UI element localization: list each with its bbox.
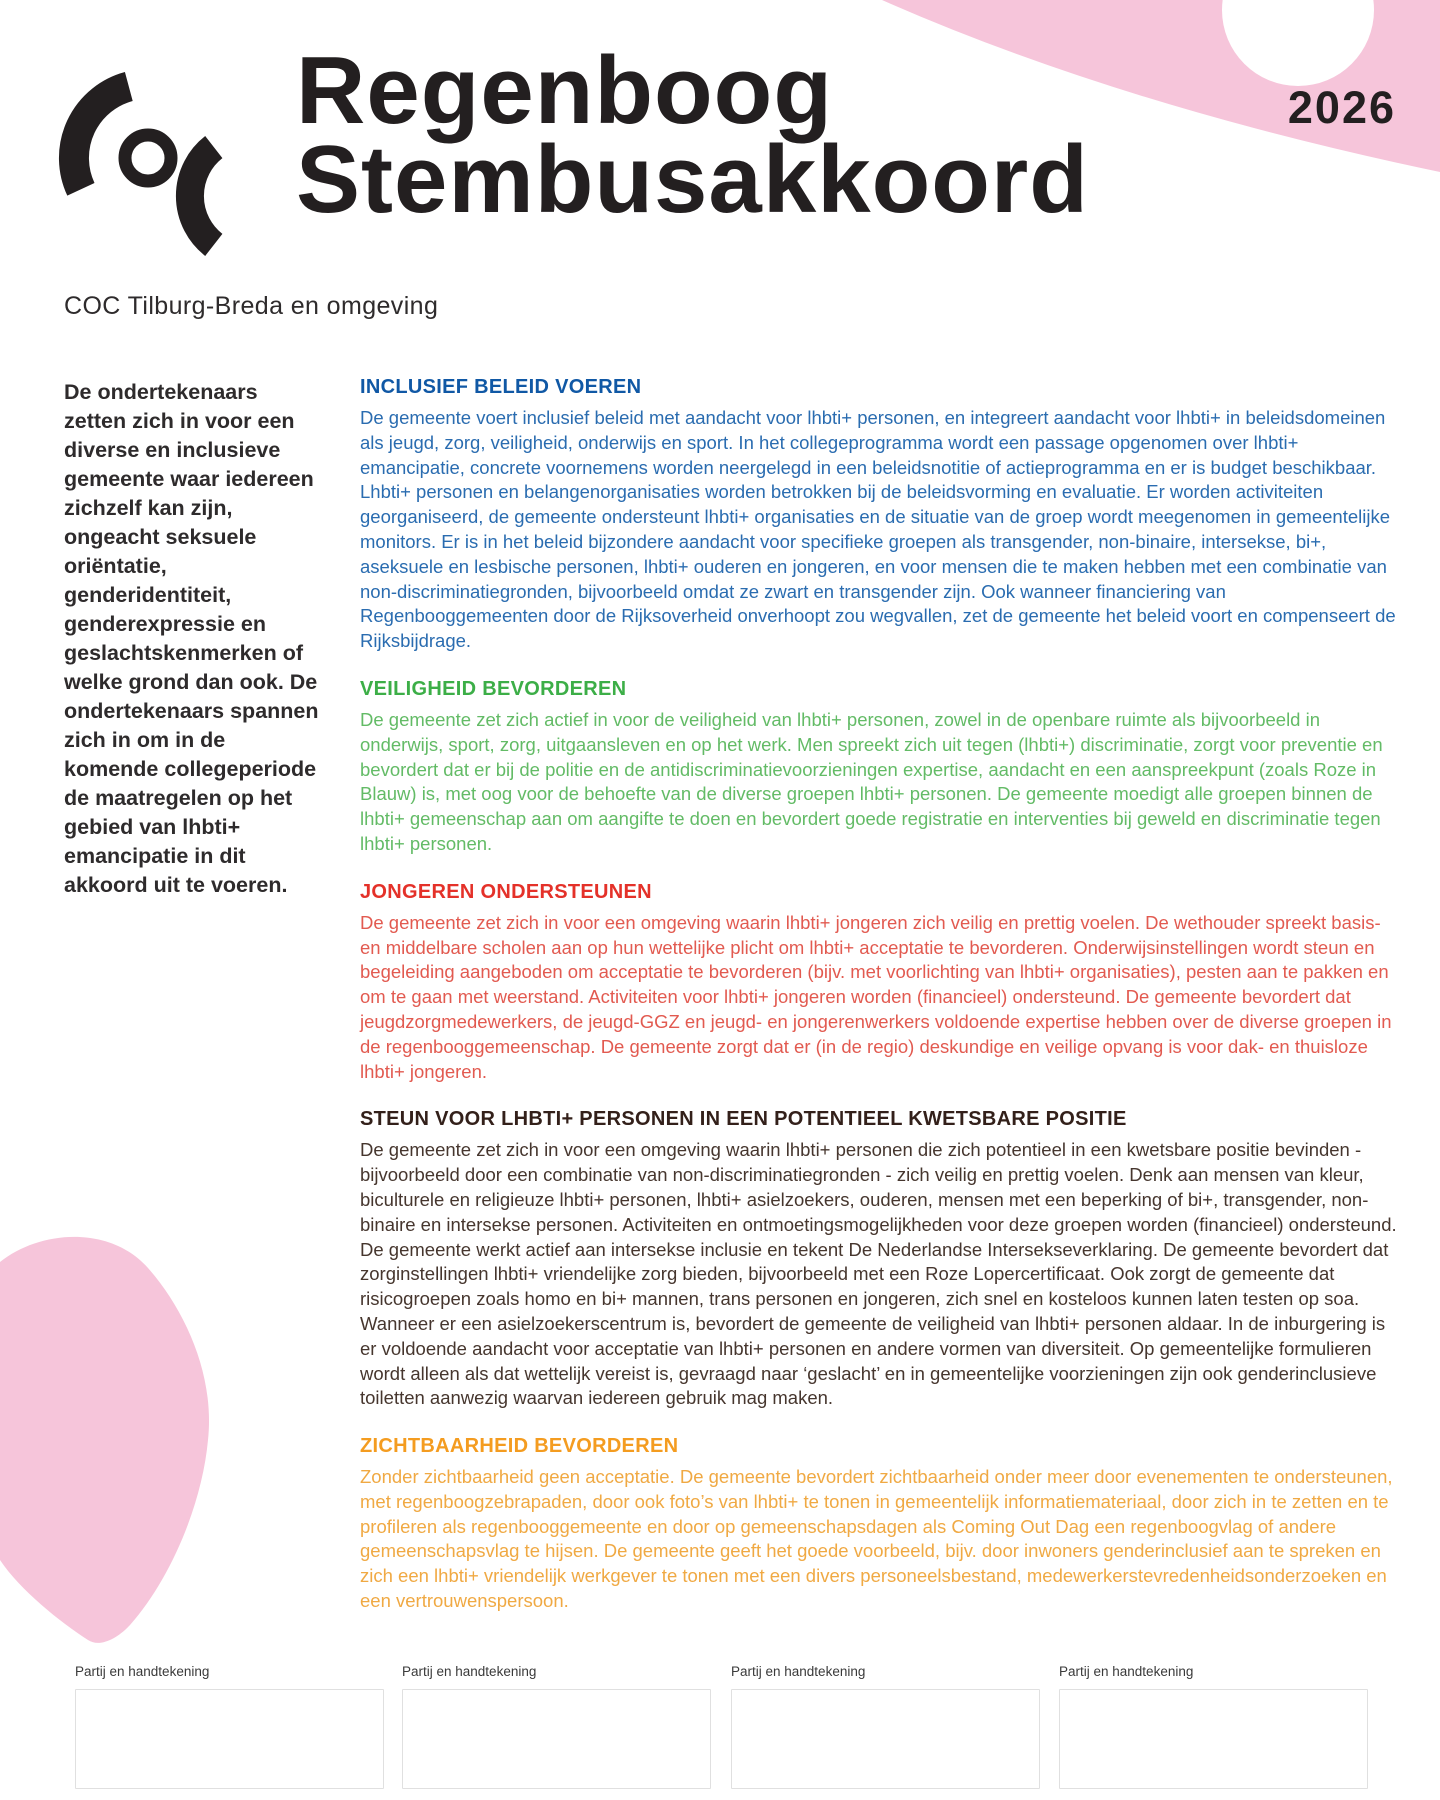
- signature-label: Partij en handtekening: [731, 1664, 866, 1679]
- signature-box: [402, 1689, 711, 1789]
- signature-block: [731, 1664, 1040, 1789]
- title-line-2: Stembusakkoord: [296, 126, 1089, 234]
- section-jongeren: [360, 881, 1398, 1085]
- signature-block: [1059, 1664, 1368, 1789]
- signature-block: [402, 1664, 711, 1789]
- signature-box: [75, 1689, 384, 1789]
- signature-box: [1059, 1689, 1368, 1789]
- section-heading: VEILIGHEID BEVORDEREN: [360, 677, 627, 700]
- page-title: [296, 37, 1089, 234]
- section-heading: JONGEREN ONDERSTEUNEN: [360, 880, 652, 903]
- title-line-1: Regenboog: [296, 37, 833, 144]
- section-heading: STEUN VOOR LHBTI+ PERSONEN IN EEN POTENTIEEL KWETSBARE POSITIE: [360, 1108, 1127, 1131]
- section-zichtbaarheid: [360, 1435, 1398, 1614]
- section-kwetsbare-positie: [360, 1108, 1398, 1411]
- section-body: De gemeente zet zich in voor een omgeving waarin lhbti+ jongeren zich veilig en prettig voelen. De wethouder spreekt basis- en middelbare scholen aan op hun wettelijke plicht om lhbti+ acceptatie te bevorderen. Onderwijsinstellingen wordt steun en begeleiding aangeboden om acceptatie te bevorderen (bijv. met voorlichting van lhbti+ organisaties), pesten aan te pakken en om te gaan met weerstand. Activiteiten voor lhbti+ jongeren worden (financieel) ondersteund. De gemeente bevordert dat jeugdzorgmedewerkers, de jeugd-GGZ en jeugd- en jongerenwerkers voldoende expertise hebben over de diverse groepen in de regenbooggemeenschap. De gemeente zorgt dat er (in de regio) deskundige en veilige opvang is voor dak- en thuisloze lhbti+ jongeren.: [360, 911, 1392, 1082]
- intro-text: De ondertekenaars zetten zich in voor een diverse en inclusieve gemeente waar iedereen zichzelf kan zijn, ongeacht seksuele oriëntatie, genderidentiteit, genderexpressie en geslachtskenmerken of welke grond dan ook. De ondertekenaars spannen zich in om in de komende collegeperiode de maatregelen op het gebied van lhbti+ emancipatie in dit akkoord uit te voeren.: [64, 380, 319, 898]
- section-inclusief-beleid: [360, 376, 1398, 654]
- signature-label: Partij en handtekening: [402, 1664, 537, 1679]
- section-veiligheid: [360, 678, 1398, 857]
- year-badge: 2026: [1287, 82, 1396, 133]
- signature-label: Partij en handtekening: [75, 1664, 210, 1679]
- bottom-left-pink-blob: [0, 1222, 230, 1662]
- signature-block: [75, 1664, 384, 1789]
- section-body: Zonder zichtbaarheid geen acceptatie. De gemeente bevordert zichtbaarheid onder meer door evenementen te ondersteunen, met regenboogzebrapaden, door ook foto’s van lhbti+ te tonen in gemeentelijk informatiemateriaal, door zich in te zetten en te profileren als regenbooggemeente en door op gemeenschapsdagen als Coming Out Dag een regenboogvlag of andere gemeenschapsvlag te hijsen. De gemeente geeft het goede voorbeeld, bijv. door inwoners genderinclusief aan te spreken en zich een lhbti+ vriendelijk werkgever te tonen met een divers personeelsbestand, medewerkerstevredenheidsonderzoeken en een vertrouwenspersoon.: [360, 1466, 1393, 1612]
- main-content: [360, 376, 1398, 1638]
- section-body: De gemeente zet zich in voor een omgeving waarin lhbti+ personen die zich potentieel in een kwetsbare positie bevinden - bijvoorbeeld door een combinatie van non-discriminatiegronden - zich veilig en prettig voelen. Denk aan mensen van kleur, biculturele en religieuze lhbti+ personen, lhbti+ asielzoekers, ouderen, mensen met een beperking of bi+, transgender, non-binaire en intersekse personen. Activiteiten en ontmoetingsmogelijkheden voor deze groepen worden (financieel) ondersteund. De gemeente werkt actief aan intersekse inclusie en tekent De Nederlandse Intersekseverklaring. De gemeente bevordert dat zorginstellingen lhbti+ vriendelijke zorg bieden, bijvoorbeeld met een Roze Lopercertificaat. Ook zorgt de gemeente dat risicogroepen zoals homo en bi+ mannen, trans personen en jongeren, zich snel en kosteloos kunnen laten testen op soa. Wanneer er een asielzoekerscentrum is, bevordert de gemeente de veiligheid van lhbti+ personen aldaar. In de inburgering is er voldoende aandacht voor acceptatie van lhbti+ personen en andere vormen van diversiteit. Op gemeentelijke formulieren wordt alleen als dat wettelijk vereist is, gevraagd naar ‘geslacht’ en in gemeentelijke voorzieningen zijn ook genderinclusieve toiletten aanwezig waarvan iedereen gebruik mag maken.: [360, 1139, 1397, 1409]
- coc-logo-icon: [57, 60, 297, 270]
- section-body: De gemeente zet zich actief in voor de veiligheid van lhbti+ personen, zowel in de openbare ruimte als bijvoorbeeld in onderwijs, sport, zorg, uitgaansleven en op het werk. Men spreekt zich uit tegen (lhbti+) discriminatie, zorgt voor preventie en bevordert dat er bij de politie en de antidiscriminatievoorzieningen expertise, aandacht en een aanspreekpunt (zoals Roze in Blauw) is, met oog voor de behoefte van de diverse groepen lhbti+ personen. De gemeente moedigt alle groepen binnen de lhbti+ gemeenschap aan om aangifte te doen en bevordert goede registratie en interventies bij geweld en discriminatie tegen lhbti+ personen.: [360, 708, 1383, 854]
- section-heading: ZICHTBAARHEID BEVORDEREN: [360, 1435, 679, 1458]
- section-heading: INCLUSIEF BELEID VOEREN: [360, 376, 642, 398]
- signature-label: Partij en handtekening: [1059, 1664, 1194, 1679]
- organization-name: COC Tilburg-Breda en omgeving: [64, 292, 439, 320]
- signature-box: [731, 1689, 1040, 1789]
- section-body: De gemeente voert inclusief beleid met aandacht voor lhbti+ personen, en integreert aandacht voor lhbti+ in beleidsdomeinen als jeugd, zorg, veiligheid, onderwijs en sport. In het collegeprogramma wordt een passage opgenomen over lhbti+ emancipatie, concrete voornemens worden neergelegd in een beleidsnotitie of actieprogramma en er is budget beschikbaar. Lhbti+ personen en belangenorganisaties worden betrokken bij de beleidsvorming en evaluatie. Er worden activiteiten georganiseerd, de gemeente ondersteunt lhbti+ organisaties en de situatie van de groep wordt meegenomen in gemeentelijke monitors. Er is in het beleid bijzondere aandacht voor specifieke groepen als transgender, non-binaire, intersekse, bi+, aseksuele en lesbische personen, lhbti+ ouderen en jongeren, en voor mensen die te maken hebben met een combinatie van non-discriminatiegronden, bijvoorbeeld omdat ze zwart en transgender zijn. Ook wanneer financiering van Regenbooggemeenten door de Rijksoverheid onverhoopt zou wegvallen, zet de gemeente het beleid voort en compenseert de Rijksbijdrage.: [360, 407, 1396, 652]
